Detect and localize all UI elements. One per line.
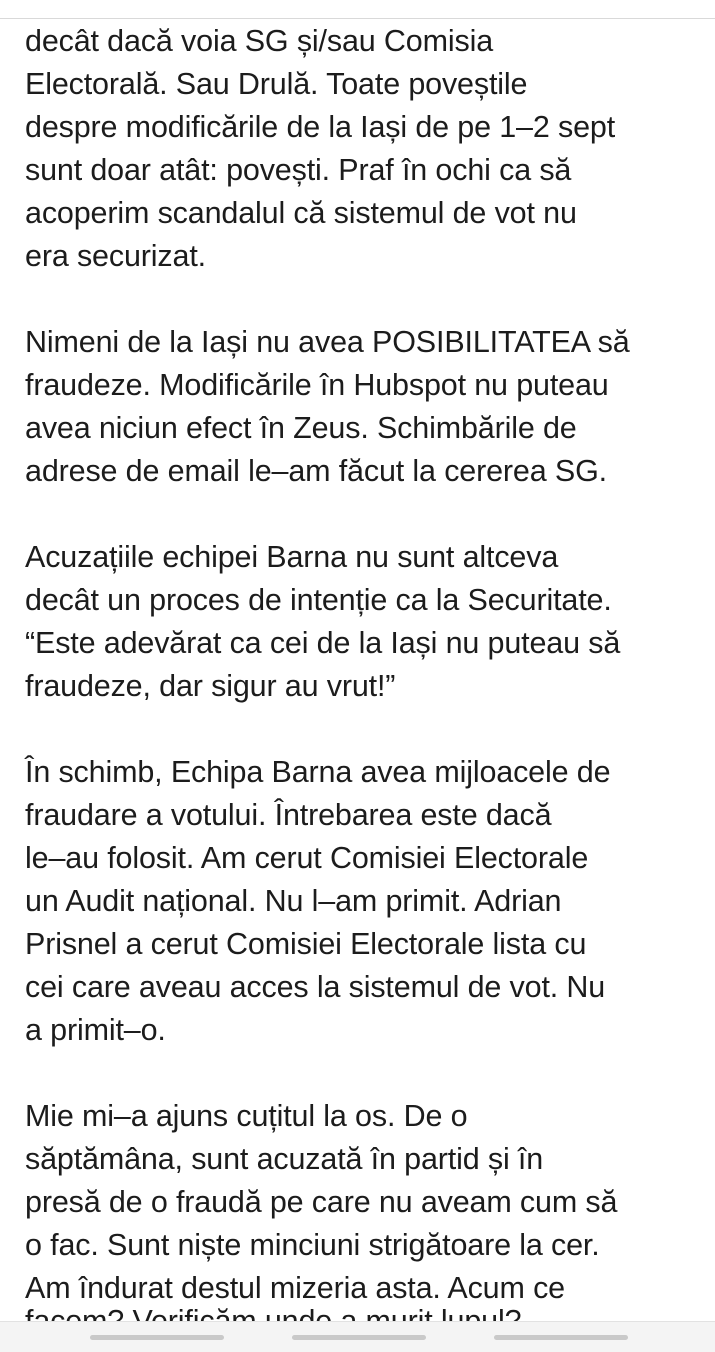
post-paragraph: Mie mi–a ajuns cuțitul la os. De o săptămâna, sunt acuzată în partid și în presă de o fraudă pe care nu aveam cum să o fac. Sunt niște minciuni strigătoare la cer. Am îndurat destul mizeria asta. Acum ce <box>25 1099 618 1305</box>
nav-pill-right[interactable] <box>494 1335 628 1340</box>
post-text <box>25 20 709 1352</box>
post-paragraph: Acuzațiile echipei Barna nu sunt altceva decât un proces de intenție ca la Securitate. “Este adevărat ca cei de la Iași nu puteau să fraudeze, dar sigur au vrut!” <box>25 540 621 703</box>
top-divider <box>0 0 715 19</box>
bottom-navigation-bar <box>0 1321 715 1352</box>
post-paragraph: decât dacă voia SG și/sau Comisia Electorală. Sau Drulă. Toate poveștile despre modificările de la Iași de pe 1–2 sept sunt doar atât: povești. Praf în ochi ca să acoperim scandalul că sistemul de vot nu era securizat. <box>25 24 616 273</box>
nav-pill-left[interactable] <box>90 1335 224 1340</box>
nav-pill-center[interactable] <box>292 1335 426 1340</box>
post-paragraph: În schimb, Echipa Barna avea mijloacele de fraudare a votului. Întrebarea este dacă le–au folosit. Am cerut Comisiei Electorale un Audit național. Nu l–am primit. Adrian Prisnel a cerut Comisiei Electorale lista cu cei care aveau acces la sistemul de vot. Nu a primit–o. <box>25 755 611 1047</box>
post-paragraph: Nimeni de la Iași nu avea POSIBILITATEA să fraudeze. Modificările în Hubspot nu puteau avea niciun efect în Zeus. Schimbările de adrese de email le–am făcut la cererea SG. <box>25 325 630 488</box>
